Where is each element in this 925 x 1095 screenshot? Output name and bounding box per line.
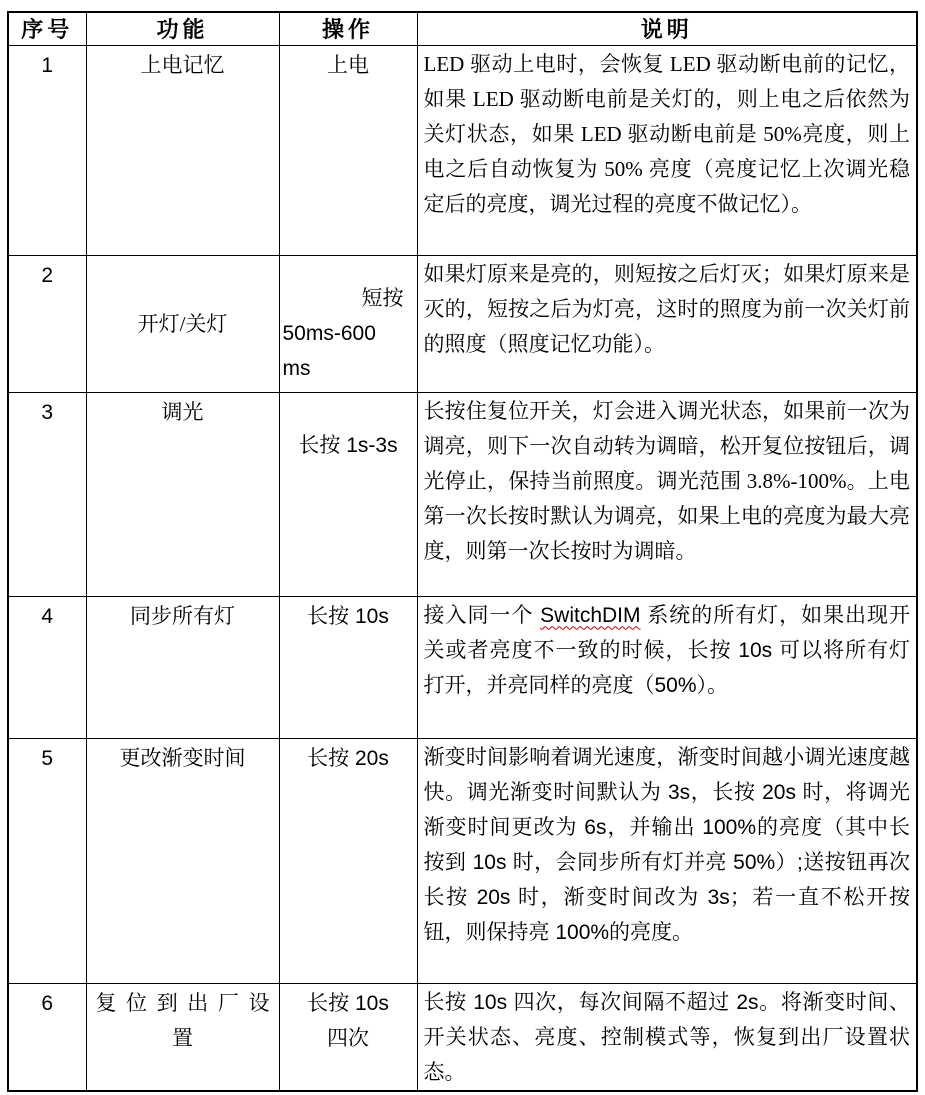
table-row [8, 45, 917, 255]
row2-func: 开灯/关灯 [86, 255, 279, 392]
row3-desc: 长按住复位开关，灯会进入调光状态，如果前一次为调亮，则下一次自动转为调暗，松开复位按钮后，调光停止，保持当前照度。调光范围 3.8%-100%。上电第一次长按时默认为调亮，如果上电的亮度为最大亮度，则第一次长按时为调暗。 [417, 392, 917, 596]
row1-func: 上电记忆 [86, 45, 279, 255]
row6-func-line: 复位到出厂设 [95, 990, 270, 1015]
row5-seq: 5 [8, 738, 86, 983]
row4-func: 同步所有灯 [86, 596, 279, 738]
row6-op-line: 四次 [327, 1026, 369, 1050]
row4-desc [417, 596, 917, 738]
row3-op: 长按 1s-3s [279, 392, 417, 596]
header-func: 功能 [86, 12, 279, 45]
row1-desc: LED 驱动上电时，会恢复 LED 驱动断电前的记忆，如果 LED 驱动断电前是关灯的，则上电之后依然为关灯状态，如果 LED 驱动断电前是 50%亮度，则上电之后自动恢复为 50% 亮度（亮度记忆上次调光稳定后的亮度，调光过程的亮度不做记忆）。 [417, 45, 917, 255]
row1-op: 上电 [279, 45, 417, 255]
table-row [8, 392, 917, 596]
row4-seq: 4 [8, 596, 86, 738]
function-table [7, 11, 918, 1092]
row5-op: 长按 20s [279, 738, 417, 983]
row2-op-line: 短按 [361, 286, 404, 310]
spellchecked-word: SwitchDIM [540, 603, 641, 627]
row2-op-line: 50ms-600 [282, 321, 376, 345]
table-row [8, 983, 917, 1091]
row6-desc: 长按 10s 四次，每次间隔不超过 2s。将渐变时间、开关状态、亮度、控制模式等，恢复到出厂设置状态。 [417, 983, 917, 1091]
table-header-row [8, 12, 917, 45]
row2-op [279, 255, 417, 392]
header-desc: 说明 [417, 12, 917, 45]
row4-desc-text: 系统的所有灯，如果出现开关或者亮度不一致的时候，长按 10s 可以将所有灯打开，并亮同样的亮度（50%）。 [423, 603, 910, 697]
row2-desc: 如果灯原来是亮的，则短按之后灯灭；如果灯原来是灭的，短按之后为灯亮，这时的照度为前一次关灯前的照度（照度记忆功能）。 [417, 255, 917, 392]
row5-desc: 渐变时间影响着调光速度，渐变时间越小调光速度越快。调光渐变时间默认为 3s，长按 20s 时，将调光渐变时间更改为 6s，并输出 100%的亮度（其中长按到 10s 时，会同步所有灯并亮 50%）;送按钮再次长按 20s 时，渐变时间改为 3s；若一直不松开按钮，则保持亮 100%的亮度。 [417, 738, 917, 983]
row6-op-line: 长按 10s [307, 991, 389, 1015]
header-op: 操作 [279, 12, 417, 45]
header-seq: 序号 [8, 12, 86, 45]
row4-op: 长按 10s [279, 596, 417, 738]
row6-seq: 6 [8, 983, 86, 1091]
row2-op-line: ms [282, 356, 311, 380]
row5-func: 更改渐变时间 [86, 738, 279, 983]
row1-seq: 1 [8, 45, 86, 255]
row6-func [86, 983, 279, 1091]
row4-desc-text: 接入同一个 [423, 603, 541, 627]
row3-seq: 3 [8, 392, 86, 596]
row6-func-line: 置 [172, 1025, 193, 1050]
table-row [8, 255, 917, 392]
row2-seq: 2 [8, 255, 86, 392]
table-row [8, 738, 917, 983]
row3-func: 调光 [86, 392, 279, 596]
table-row [8, 596, 917, 738]
row6-op [279, 983, 417, 1091]
